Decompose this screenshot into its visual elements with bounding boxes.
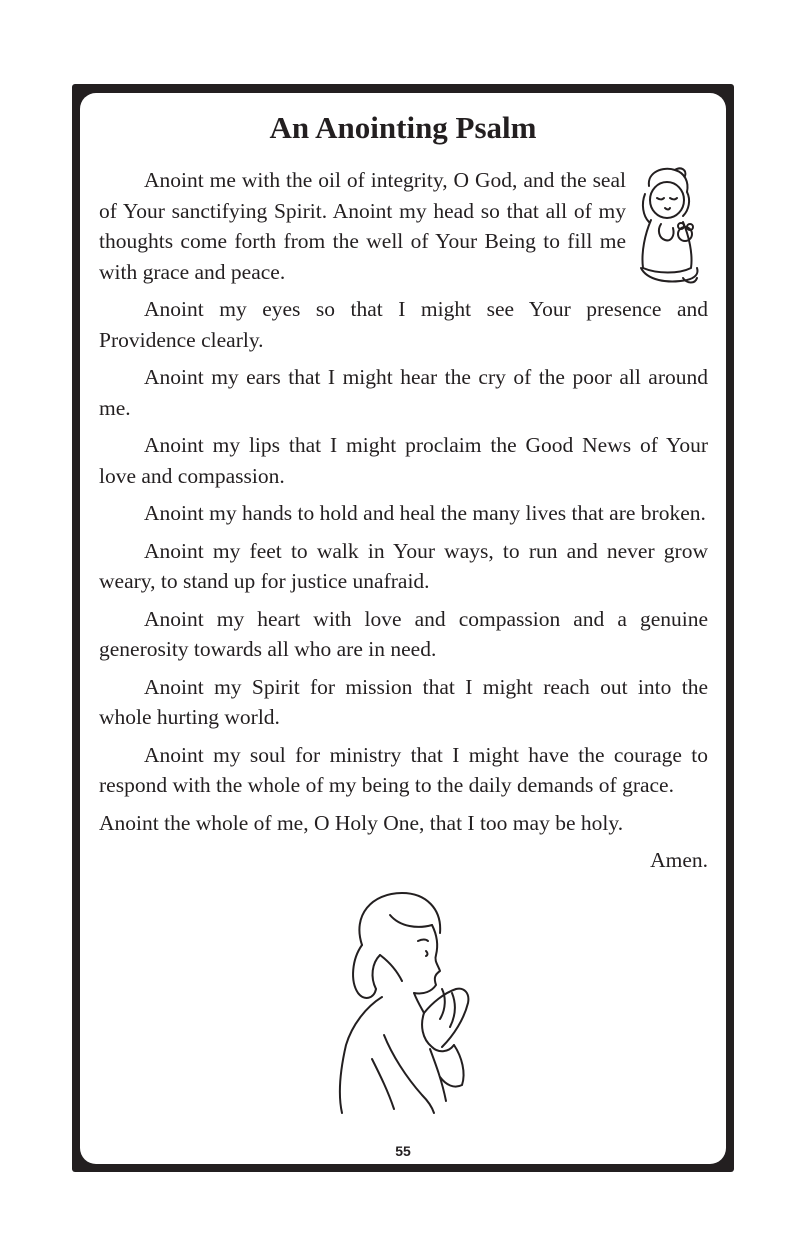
psalm-paragraph: Anoint my ears that I might hear the cry of the poor all around me. — [99, 365, 708, 420]
psalm-paragraph: Anoint me with the oil of integrity, O God, and the seal of Your sanctifying Spirit. Anoint my head so that all of my thoughts come forth from the well of Your Being to fill me with grace and peace. — [99, 168, 626, 284]
psalm-paragraph: Anoint my hands to hold and heal the many lives that are broken. — [144, 501, 706, 525]
psalm-paragraph: Anoint my feet to walk in Your ways, to run and never grow weary, to stand up for justice unafraid. — [99, 538, 708, 593]
psalm-paragraph: Anoint my heart with love and compassion and a genuine generosity towards all who are in need. — [99, 606, 708, 661]
psalm-text — [99, 165, 708, 883]
amen-closing: Amen. — [650, 848, 708, 872]
psalm-paragraph: Anoint my eyes so that I might see Your presence and Providence clearly. — [99, 297, 708, 352]
psalm-paragraph: Anoint my lips that I might proclaim the Good News of Your love and compassion. — [99, 433, 708, 488]
page-number: 55 — [395, 1143, 411, 1159]
page-title: An Anointing Psalm — [269, 110, 537, 145]
psalm-paragraph: Anoint my soul for ministry that I might have the courage to respond with the whole of my being to the daily demands of grace. — [99, 742, 708, 797]
psalm-paragraph: Anoint my Spirit for mission that I might reach out into the whole hurting world. — [99, 674, 708, 729]
psalm-final-line: Anoint the whole of me, O Holy One, that I too may be holy. — [99, 810, 624, 835]
praying-child-icon — [322, 885, 482, 1115]
